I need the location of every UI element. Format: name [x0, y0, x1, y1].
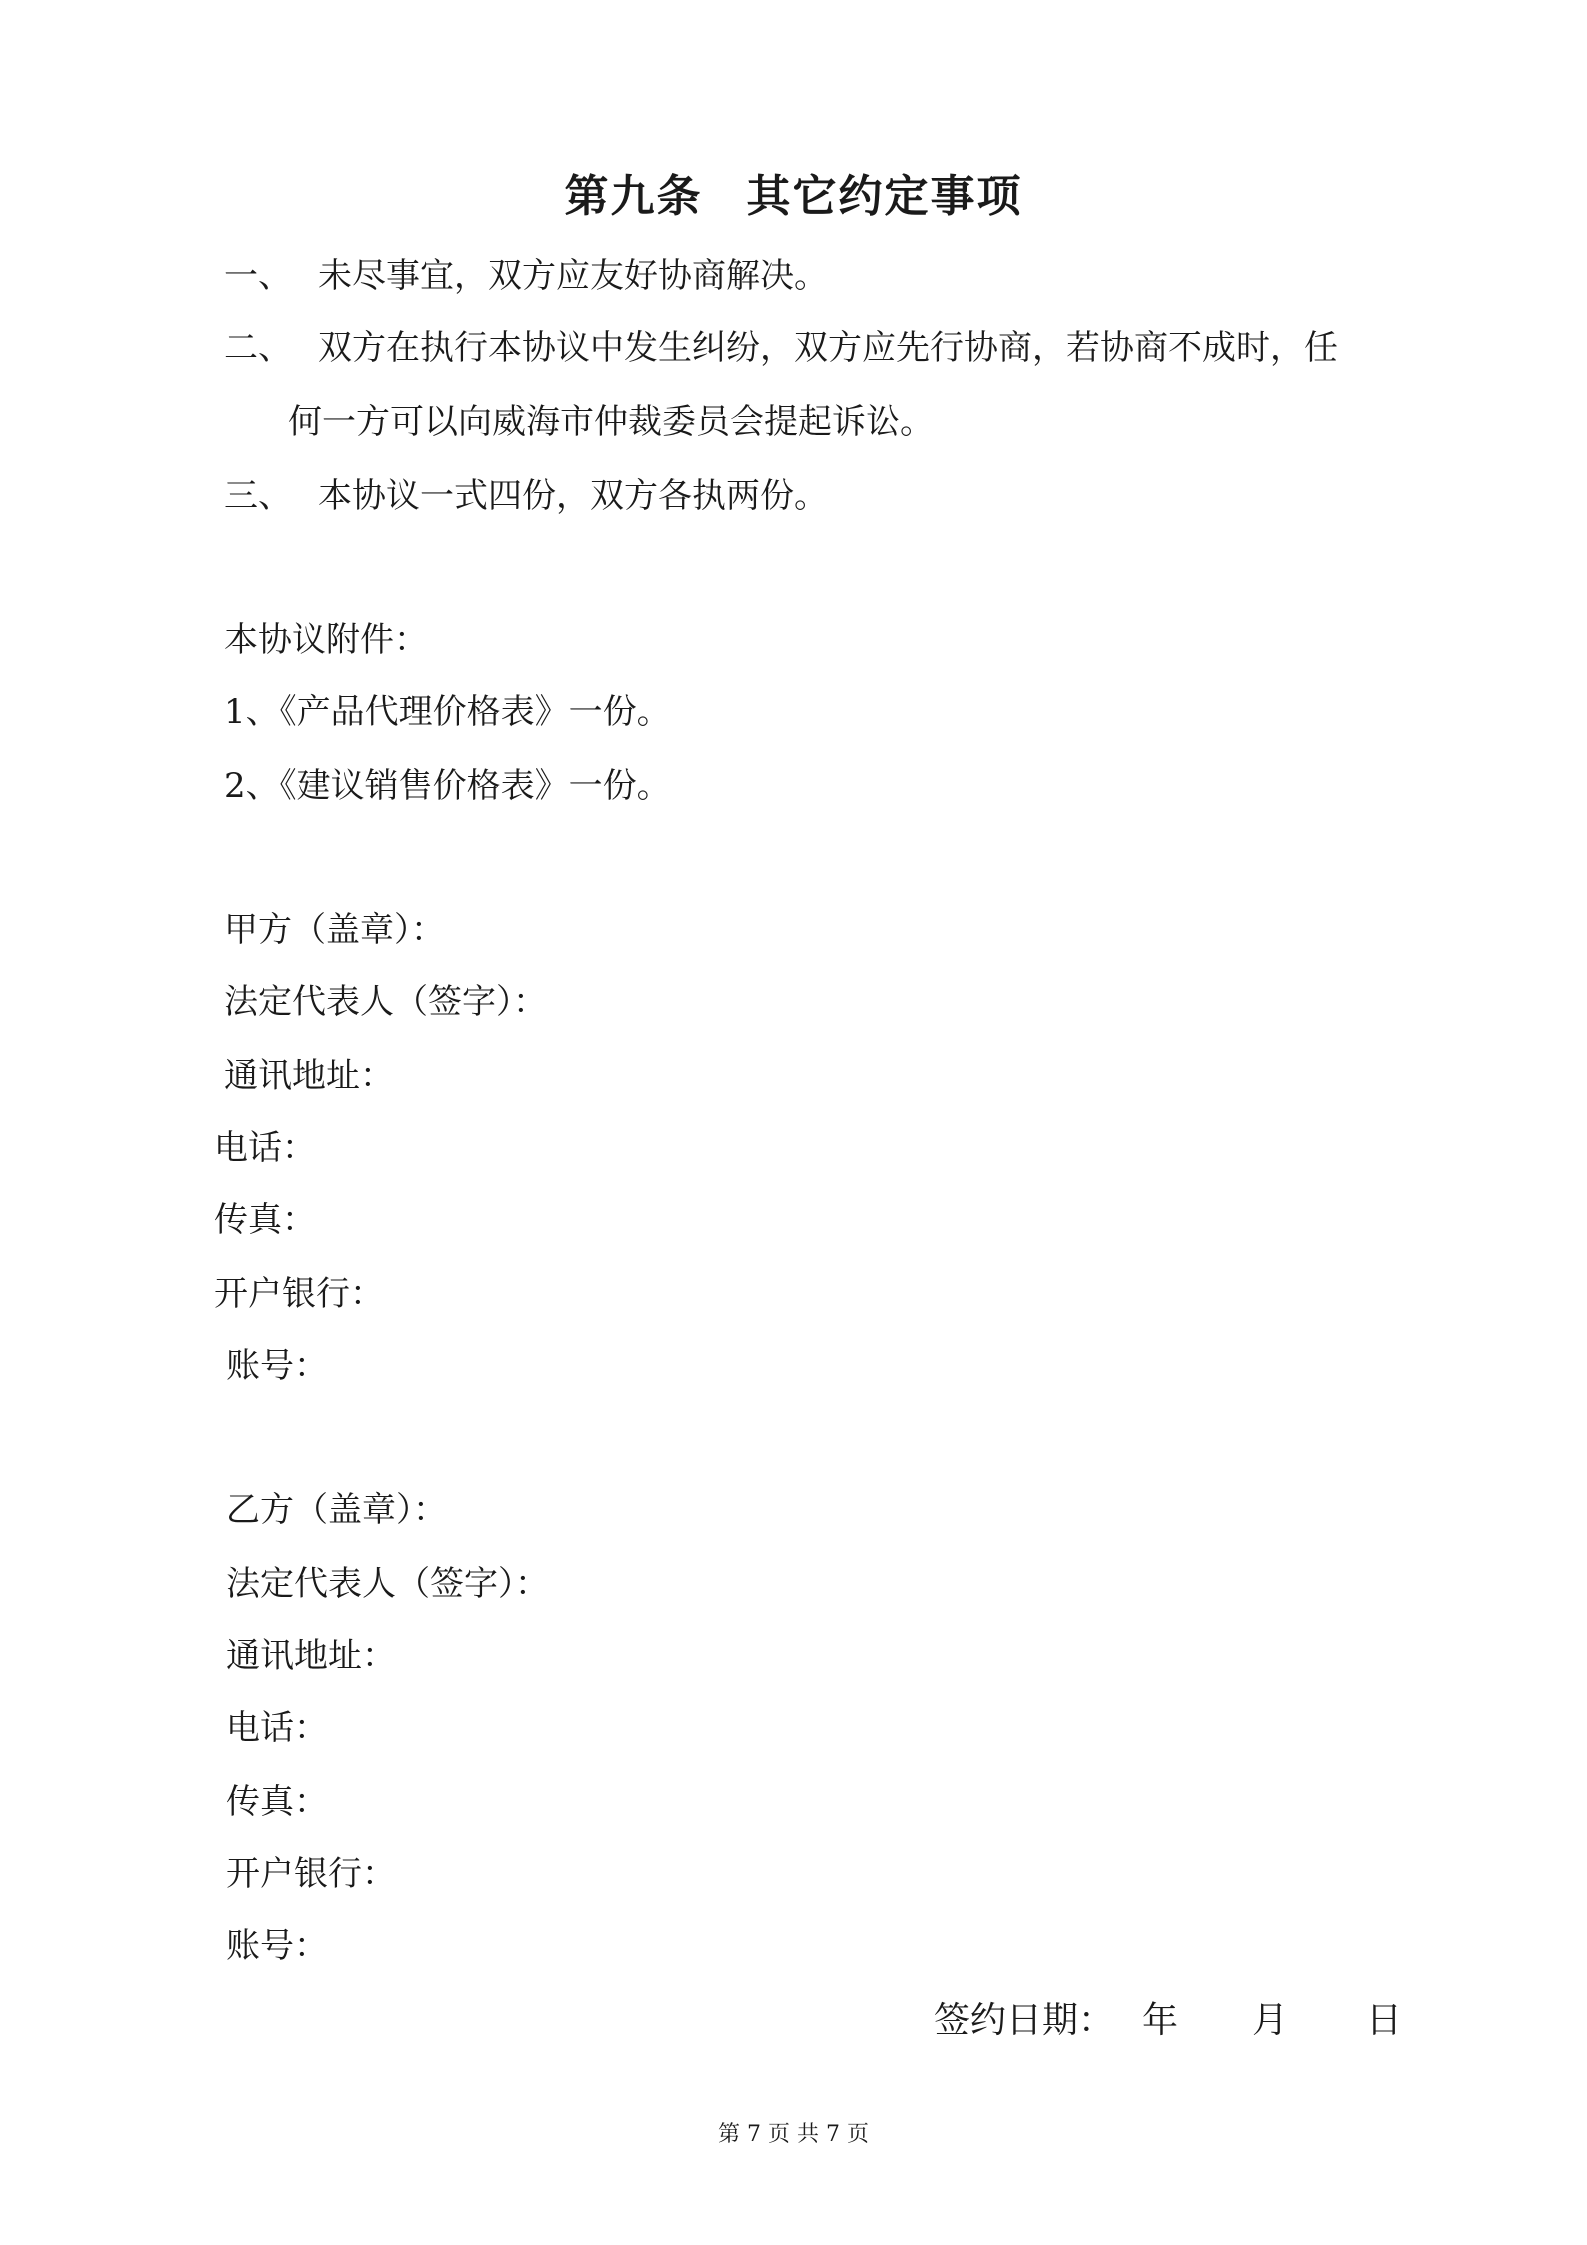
party-a-bank: 开户银行： [214, 1274, 384, 1314]
party-b-phone: 电话： [226, 1708, 328, 1748]
title-text: 其它约定事项 [746, 171, 1023, 222]
clause-2-continuation: 何一方可以向威海市仲裁委员会提起诉讼。 [288, 402, 934, 442]
party-b-address: 通讯地址： [226, 1636, 396, 1676]
signing-year: 年 [1142, 2000, 1179, 2041]
clause-number: 三、 [224, 476, 292, 516]
signing-month: 月 [1252, 2000, 1289, 2041]
clause-text: 未尽事宜，双方应友好协商解决。 [318, 256, 828, 296]
party-a-account: 账号： [226, 1346, 328, 1386]
signing-day: 日 [1366, 2000, 1403, 2041]
clause-2 [224, 326, 1338, 370]
party-a-fax: 传真： [214, 1200, 316, 1240]
attachment-item: 2、《建议销售价格表》一份。 [224, 766, 671, 806]
clause-3 [224, 474, 828, 518]
party-a-representative: 法定代表人（签字）： [224, 982, 547, 1022]
party-b-seal: 乙方（盖章）： [226, 1490, 447, 1530]
clause-1 [224, 254, 828, 298]
party-b-fax: 传真： [226, 1782, 328, 1822]
page-footer: 第 7 页 共 7 页 [718, 2122, 869, 2147]
clause-text: 双方在执行本协议中发生纠纷，双方应先行协商，若协商不成时，任 [318, 328, 1338, 368]
signing-date-label: 签约日期： [934, 2000, 1115, 2041]
section-title [0, 160, 1587, 224]
attachment-item: 1、《产品代理价格表》一份。 [224, 692, 671, 732]
clause-number: 二、 [224, 328, 292, 368]
party-b-bank: 开户银行： [226, 1854, 396, 1894]
title-article-number: 第九条 [564, 171, 703, 222]
party-b-account: 账号： [226, 1926, 328, 1966]
party-a-phone: 电话： [214, 1128, 316, 1168]
clause-text: 本协议一式四份，双方各执两份。 [318, 476, 828, 516]
attachments-heading: 本协议附件： [224, 620, 428, 660]
party-a-address: 通讯地址： [224, 1056, 394, 1096]
clause-number: 一、 [224, 256, 292, 296]
party-a-seal: 甲方（盖章）： [224, 910, 445, 950]
party-b-representative: 法定代表人（签字）： [226, 1564, 549, 1604]
